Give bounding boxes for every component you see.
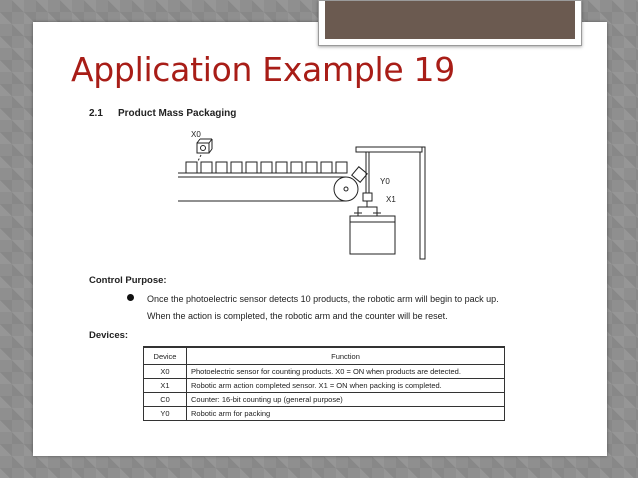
control-purpose-heading: Control Purpose: [89, 275, 167, 286]
bullet [127, 294, 134, 301]
photoelectric-sensor [197, 139, 212, 161]
function-cell: Photoelectric sensor for counting products. X0 = ON when products are detected. [187, 365, 505, 379]
devices-heading: Devices: [89, 330, 129, 341]
control-purpose-line1: Once the photoelectric sensor detects 10 products, the robotic arm will begin to pack up. [147, 294, 499, 304]
sensor-label: X0 [191, 130, 201, 139]
section-title: Product Mass Packaging [118, 108, 237, 119]
slide-title: Application Example 19 [71, 50, 455, 89]
device-cell: C0 [144, 393, 187, 407]
table-row [144, 393, 505, 407]
device-cell: X0 [144, 365, 187, 379]
device-cell: Y0 [144, 407, 187, 421]
packaging-diagram [170, 125, 440, 260]
function-cell: Robotic arm action completed sensor. X1 = ON when packing is completed. [187, 379, 505, 393]
control-purpose-line2: When the action is completed, the robotic arm and the counter will be reset. [147, 311, 448, 321]
function-cell: Counter: 16-bit counting up (general purpose) [187, 393, 505, 407]
devices-table [143, 346, 505, 421]
products [186, 162, 347, 173]
done-sensor-label: X1 [386, 195, 396, 204]
table-row [144, 365, 505, 379]
arm-label: Y0 [380, 177, 390, 186]
table-header-row [144, 347, 505, 365]
title-decoration-fill [325, 1, 575, 39]
title-decoration [318, 0, 582, 46]
table-row [144, 379, 505, 393]
section-number: 2.1 [89, 108, 103, 119]
table-row [144, 407, 505, 421]
function-cell: Robotic arm for packing [187, 407, 505, 421]
device-column-header: Device [144, 347, 187, 365]
device-cell: X1 [144, 379, 187, 393]
packing-box [350, 216, 395, 254]
function-column-header: Function [187, 347, 505, 365]
